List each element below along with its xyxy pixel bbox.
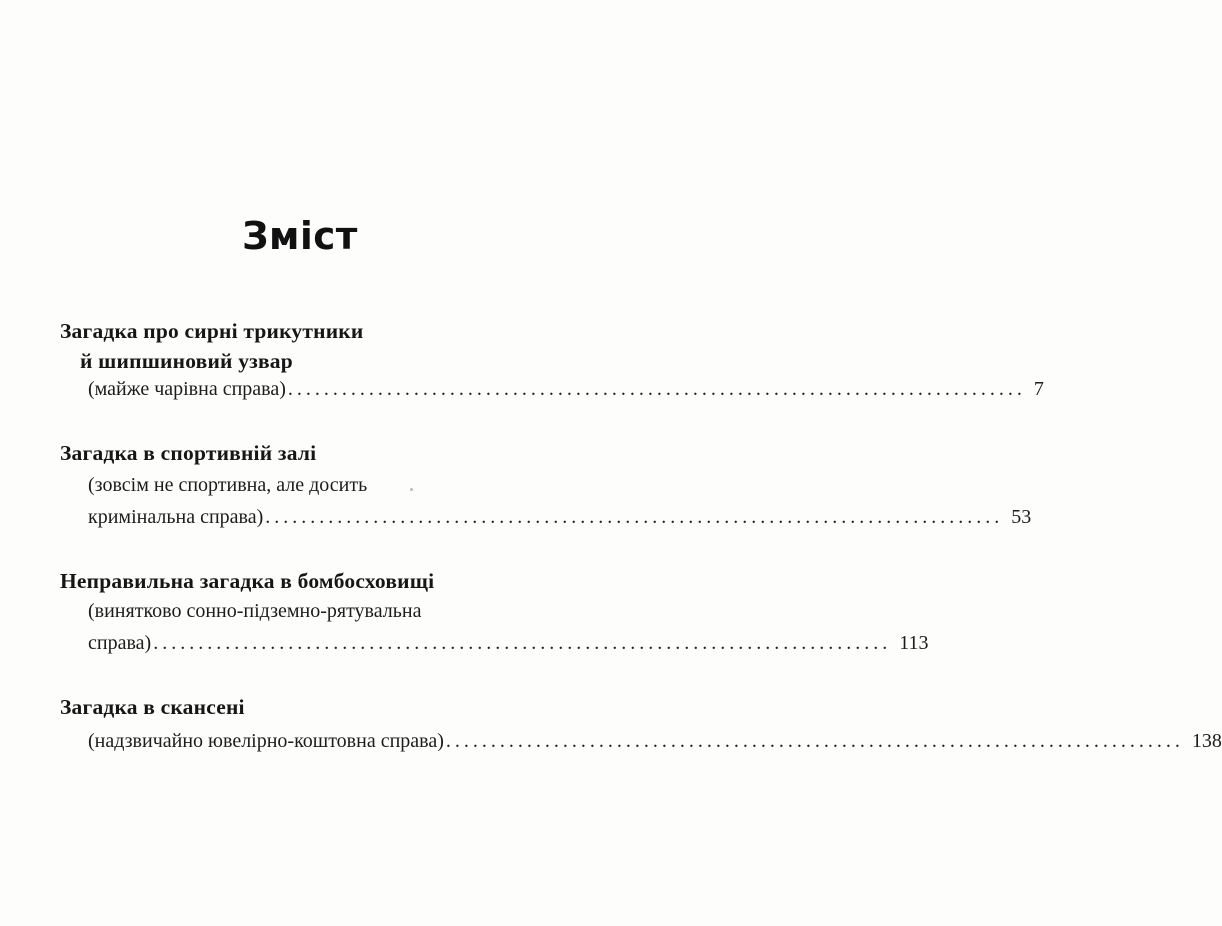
entry-2-description-line-1: (зовсім не спортивна, але досить bbox=[88, 474, 368, 496]
entry-1-description: (майже чарівна справа) bbox=[88, 378, 286, 400]
entry-2-toc-row[interactable] bbox=[88, 504, 1032, 530]
leader-dots: .................................................................................. bbox=[287, 378, 1026, 400]
entry-2-heading-line-1: Загадка в спортивній залі bbox=[60, 441, 317, 465]
entry-3-page-number: 113 bbox=[899, 632, 929, 654]
entry-4-toc-row[interactable] bbox=[88, 728, 1222, 754]
entry-3-heading-line-1: Неправильна загадка в бомбосховищі bbox=[60, 569, 435, 593]
entry-1-heading-line-1: Загадка про сирні трикутники bbox=[60, 319, 364, 343]
entry-3-description-line-2: справа) bbox=[88, 632, 152, 654]
entry-4-description: (надзвичайно ювелірно-коштовна справа) bbox=[88, 730, 444, 752]
entry-1-toc-row[interactable] bbox=[88, 376, 1044, 402]
leader-dots: .................................................................................. bbox=[153, 632, 892, 654]
leader-dots: .................................................................................. bbox=[265, 506, 1004, 528]
entry-2-description-line-2: кримінальна справа) bbox=[88, 506, 264, 528]
entry-3-toc-row[interactable] bbox=[88, 630, 929, 656]
leader-dots: .................................................................................. bbox=[445, 730, 1184, 752]
page-title: Зміст bbox=[242, 214, 358, 258]
entry-3-description-line-1: (винятково сонно-підземно-рятувальна bbox=[88, 600, 422, 622]
entry-4-page-number: 138 bbox=[1191, 730, 1222, 752]
entry-2-page-number: 53 bbox=[1011, 506, 1032, 528]
entry-4-heading-line-1: Загадка в скансені bbox=[60, 695, 245, 719]
entry-1-page-number: 7 bbox=[1033, 378, 1044, 400]
entry-1-heading-line-2: й шипшиновий узвар bbox=[80, 349, 293, 373]
paper-speck bbox=[410, 488, 413, 491]
